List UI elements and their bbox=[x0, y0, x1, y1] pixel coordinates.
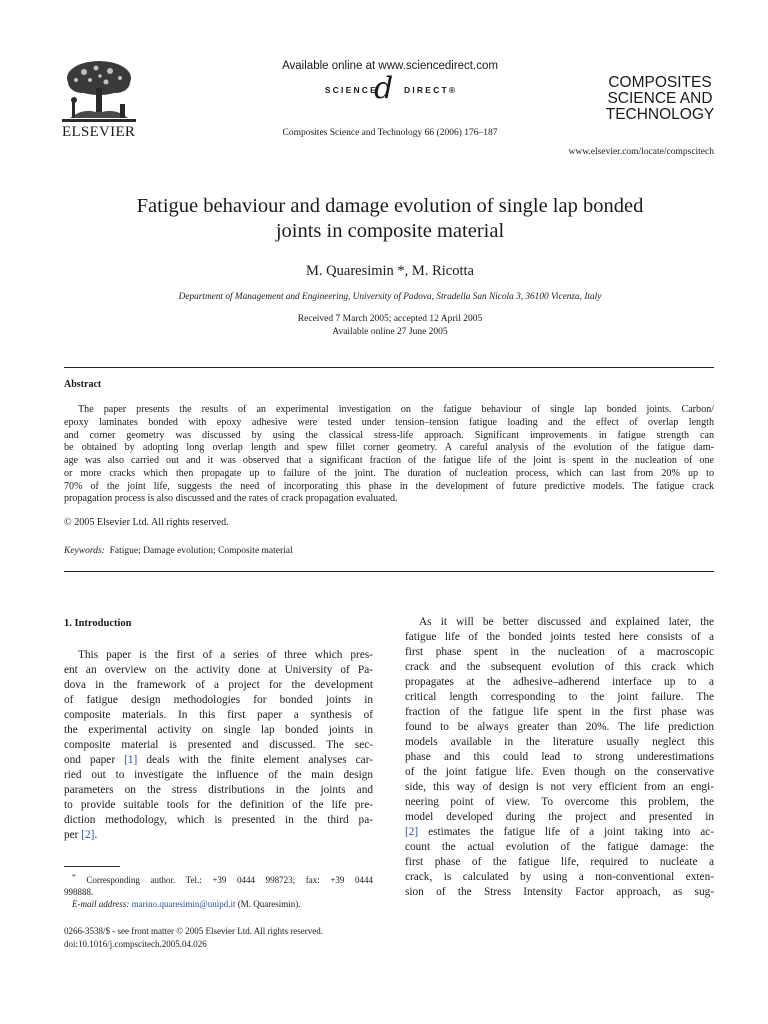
abstract-line: 70% of the joint life, suggests the need of incorporating this phase in the development of future predictive models. The fatigue crack bbox=[64, 480, 714, 492]
journal-name-line: COMPOSITES bbox=[608, 74, 712, 91]
footnote-line: 998888. bbox=[64, 887, 94, 897]
body-line: diction methodology, which is presented in the third pa- bbox=[64, 814, 373, 826]
left-column bbox=[64, 648, 373, 843]
journal-name-line: SCIENCE AND bbox=[607, 90, 713, 107]
body-line: As it will be better discussed and explained later, the bbox=[419, 616, 714, 628]
body-line: crack, is calculated by using a non-conventional exten- bbox=[405, 871, 714, 883]
journal-url[interactable]: www.elsevier.com/locate/compscitech bbox=[568, 147, 714, 157]
body-line: fatigue life of the bonded joints tested here consists of a bbox=[405, 631, 714, 643]
doi-line[interactable]: doi:10.1016/j.compscitech.2005.04.026 bbox=[64, 938, 207, 949]
right-column bbox=[405, 615, 714, 900]
sciencedirect-right-text: DIRECT® bbox=[404, 85, 458, 95]
body-line: neering point of view. To overcome this problem, the bbox=[405, 796, 714, 808]
abstract-body bbox=[64, 404, 714, 506]
sciencedirect-at-icon: d bbox=[374, 71, 394, 106]
abstract-line: be obtained by adopting long overlap length and spew fillet corner geometry. A careful analysis of the evolution of the fatigue dam- bbox=[64, 442, 714, 454]
body-line: to provide suitable tools for the definition of the life pre- bbox=[64, 799, 373, 811]
footnote-marker: * bbox=[72, 872, 76, 881]
citation-link[interactable]: [1] bbox=[124, 754, 138, 766]
article-dates bbox=[70, 313, 710, 339]
body-line: phase and this could lead to strong underestimations bbox=[405, 751, 714, 763]
email-link[interactable]: marino.quaresimin@unipd.it bbox=[131, 899, 236, 909]
available-online-text: Available online at www.sciencedirect.com bbox=[282, 60, 498, 72]
body-line: This paper is the first of a series of three which pres- bbox=[78, 649, 373, 661]
keywords bbox=[64, 546, 293, 556]
footnote bbox=[64, 871, 373, 910]
body-line: models available in the literature usually neglect this bbox=[405, 736, 714, 748]
body-line: composite material is presented and discussed. The sec- bbox=[64, 739, 373, 751]
body-line: of fatigue design methodologies for bonded joints in bbox=[64, 694, 373, 706]
title-line: Fatigue behaviour and damage evolution of single lap bonded bbox=[136, 195, 644, 217]
title-line: joints in composite material bbox=[275, 220, 505, 242]
section-heading: 1. Introduction bbox=[64, 618, 132, 629]
body-line: per [2]. bbox=[64, 829, 98, 841]
keywords-label: Keywords: bbox=[64, 546, 105, 556]
issn-line: 0266-3538/$ - see front matter © 2005 Elsevier Ltd. All rights reserved. bbox=[64, 926, 324, 936]
body-line: crack and the subsequent evolution of this crack which bbox=[405, 661, 714, 673]
footnote-divider bbox=[64, 866, 120, 867]
body-line: first phase of the fatigue life, required to nucleate a bbox=[405, 856, 714, 868]
sciencedirect-logo bbox=[280, 71, 500, 106]
front-matter bbox=[64, 925, 394, 950]
publisher-name: ELSEVIER bbox=[62, 124, 136, 140]
keywords-list: Fatigue; Damage evolution; Composite material bbox=[109, 546, 293, 556]
bottom-divider bbox=[64, 571, 714, 572]
abstract-copyright: © 2005 Elsevier Ltd. All rights reserved. bbox=[64, 517, 229, 528]
abstract-line: The paper presents the results of an experimental investigation on the fatigue behaviour of single lap bonded joints. Carbon/ bbox=[78, 404, 714, 415]
email-label: E-mail address: bbox=[72, 899, 130, 909]
body-line: of the joint fatigue life. Even though on the conservative bbox=[405, 766, 714, 778]
body-line: ent an overview on the activity done at University of Pa- bbox=[64, 664, 373, 676]
journal-citation: Composites Science and Technology 66 (2006) 176–187 bbox=[282, 128, 498, 138]
body-line: first phase spent in the nucleation of a macroscopic bbox=[405, 646, 714, 658]
journal-name-line: TECHNOLOGY bbox=[605, 106, 715, 123]
abstract-line: propagation process is also discussed and the rates of crack propagation evaluated. bbox=[64, 493, 398, 505]
affiliation: Department of Management and Engineering, University of Padova, Stradella San Nicola 3, 36100 Vicenza, Italy bbox=[178, 292, 602, 302]
footnote-email-line bbox=[64, 898, 373, 910]
body-line: ried out to investigate the influence of the main design bbox=[64, 769, 373, 781]
citation-link[interactable]: [2] bbox=[405, 826, 419, 838]
body-line: parameters on the stress distributions in the joints and bbox=[64, 784, 373, 796]
sciencedirect-left-text: SCIENCE bbox=[324, 85, 378, 95]
body-line: the experimental activity on single lap bonded joints in bbox=[64, 724, 373, 736]
body-line: fraction of the fatigue life spent in the first phase was bbox=[405, 706, 714, 718]
body-line: model developed during the project and presented in bbox=[405, 811, 714, 823]
abstract-line: age was also carried out and it was observed that a significant fraction of the fatigue life of the joint is spent in the nucleation of one bbox=[64, 455, 714, 466]
body-line: ond paper [1] deals with the finite element analyses car- bbox=[64, 754, 373, 766]
abstract-line: or more cracks which then propagate up to failure of the joint. The duration of nucleation process, which can last from 20% up to bbox=[64, 467, 714, 479]
body-line: side, this way of design is not very efficient from an engi- bbox=[405, 781, 714, 793]
citation-link[interactable]: [2] bbox=[81, 829, 95, 841]
body-line: found to be always greater than 20%. The life prediction bbox=[405, 721, 714, 733]
article-title bbox=[70, 194, 710, 244]
available-date: Available online 27 June 2005 bbox=[332, 327, 448, 337]
elsevier-tree-icon bbox=[62, 58, 136, 122]
body-line: composite materials. In this first paper a synthesis of bbox=[64, 709, 373, 721]
authors: M. Quaresimin *, M. Ricotta bbox=[306, 263, 474, 279]
body-line: [2] estimates the fatigue life of a joint taking into ac- bbox=[405, 826, 714, 838]
email-suffix: (M. Quaresimin). bbox=[237, 899, 301, 909]
received-date: Received 7 March 2005; accepted 12 April 2005 bbox=[297, 314, 483, 324]
body-line: propagates at the adhesive–adherend interface up to a bbox=[405, 676, 714, 688]
abstract-line: epoxy laminates bonded with epoxy adhesive were tested under tension–tension fatigue loading and the effect of overlap length bbox=[64, 416, 714, 428]
body-line: sion of the Stress Intensity Factor approach, as sug- bbox=[405, 886, 714, 898]
body-line: count the actual evolution of the fatigue damage: the bbox=[405, 841, 714, 853]
top-divider bbox=[64, 367, 714, 368]
footnote-contact: Corresponding author. Tel.: +39 0444 998723; fax: +39 0444 bbox=[86, 875, 374, 885]
journal-name bbox=[580, 75, 740, 123]
abstract-line: and corner geometry was discussed by using the classical stress-life approach. Significant improvements in fatigue strength can bbox=[64, 429, 714, 441]
elsevier-logo bbox=[62, 58, 138, 141]
body-line: critical length corresponding to the joint failure. The bbox=[405, 691, 714, 703]
body-line: dova in the framework of a project for the development bbox=[64, 679, 373, 691]
abstract-heading: Abstract bbox=[64, 379, 102, 390]
footnote-line bbox=[64, 871, 373, 886]
